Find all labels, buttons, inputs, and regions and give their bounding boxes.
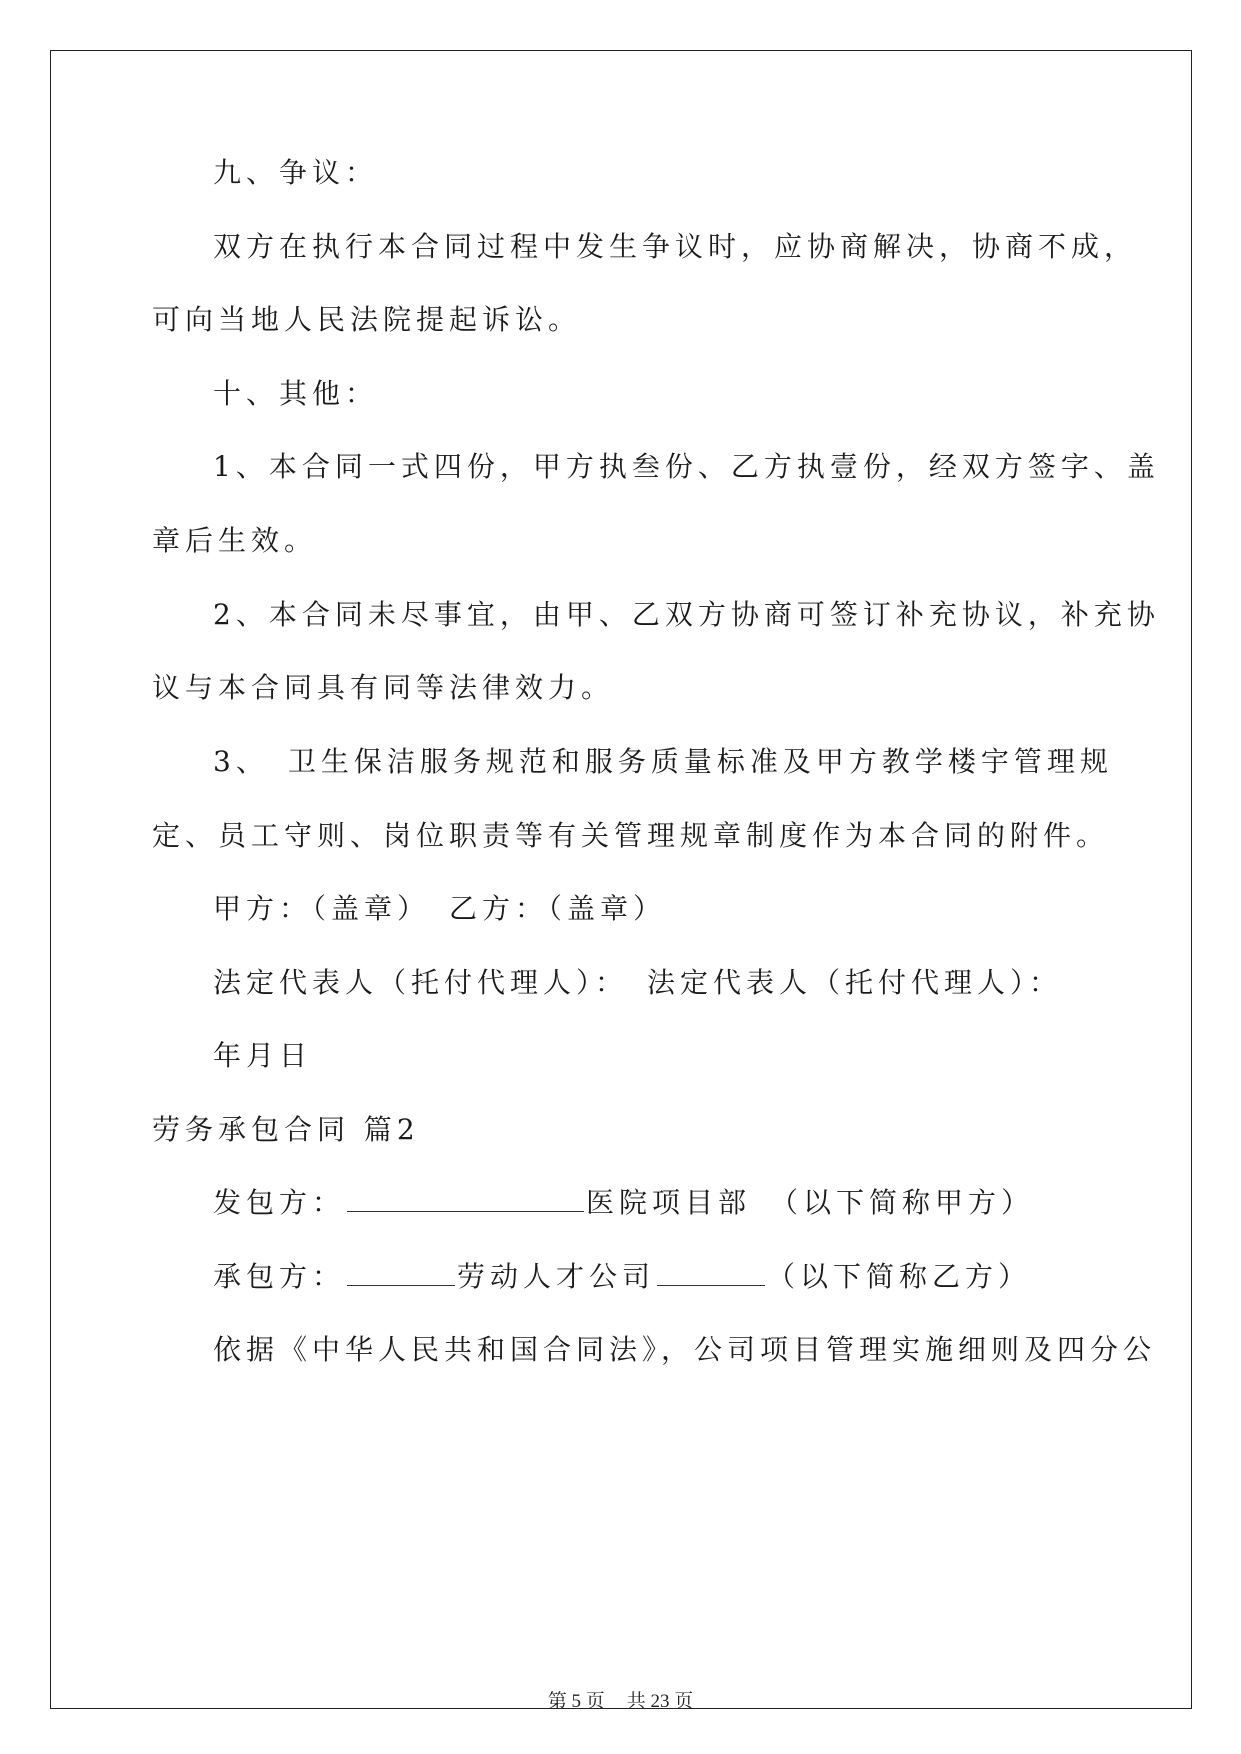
paragraph-line: 议与本合同具有同等法律效力。 bbox=[152, 671, 615, 704]
paragraph-line: 双方在执行本合同过程中发生争议时，应协商解决，协商不成， bbox=[213, 230, 1138, 263]
page-footer bbox=[0, 1686, 1241, 1713]
contractor-label: 发包方： bbox=[213, 1186, 346, 1219]
paragraph-line: 定、员工守则、岗位职责等有关管理规章制度作为本合同的附件。 bbox=[152, 819, 1110, 852]
contractor-line bbox=[213, 1183, 1034, 1223]
date-line: 年月日 bbox=[213, 1039, 313, 1072]
section-10-heading: 十、其他： bbox=[213, 377, 379, 410]
legal-representative-line: 法定代表人（托付代理人）： 法定代表人（托付代理人）： bbox=[213, 966, 1063, 999]
subcontractor-suffix: （以下简称乙方） bbox=[767, 1260, 1032, 1293]
subcontractor-label: 承包方： bbox=[213, 1260, 346, 1293]
contract-section-title: 劳务承包合同 篇2 bbox=[152, 1113, 420, 1146]
subcontractor-line bbox=[213, 1257, 1031, 1297]
contractor-suffix: 医院项目部 （以下简称甲方） bbox=[586, 1186, 1035, 1219]
subcontractor-blank-right bbox=[657, 1261, 765, 1286]
paragraph-line: 3、 卫生保洁服务规范和服务质量标准及甲方教学楼宇管理规 bbox=[213, 745, 1113, 778]
subcontractor-blank-left bbox=[347, 1261, 455, 1286]
paragraph-line: 1、本合同一式四份，甲方执叁份、乙方执壹份，经双方签字、盖 bbox=[213, 450, 1160, 483]
subcontractor-middle: 劳动人才公司 bbox=[457, 1260, 656, 1293]
section-9-heading: 九、争议： bbox=[213, 156, 379, 189]
page-number: 第 5 页 bbox=[547, 1691, 605, 1712]
paragraph-line: 章后生效。 bbox=[152, 524, 318, 557]
paragraph-line: 可向当地人民法院提起诉讼。 bbox=[152, 303, 582, 336]
basis-line: 依据《中华人民共和国合同法》，公司项目管理实施细则及四分公 bbox=[213, 1333, 1157, 1366]
contractor-blank bbox=[347, 1187, 584, 1212]
paragraph-line: 2、本合同未尽事宜，由甲、乙双方协商可签订补充协议，补充协 bbox=[213, 598, 1160, 631]
page-border bbox=[50, 50, 1192, 1709]
page-total: 共 23 页 bbox=[626, 1691, 694, 1712]
signature-seal-line: 甲方：（盖章） 乙方：（盖章） bbox=[213, 892, 667, 925]
